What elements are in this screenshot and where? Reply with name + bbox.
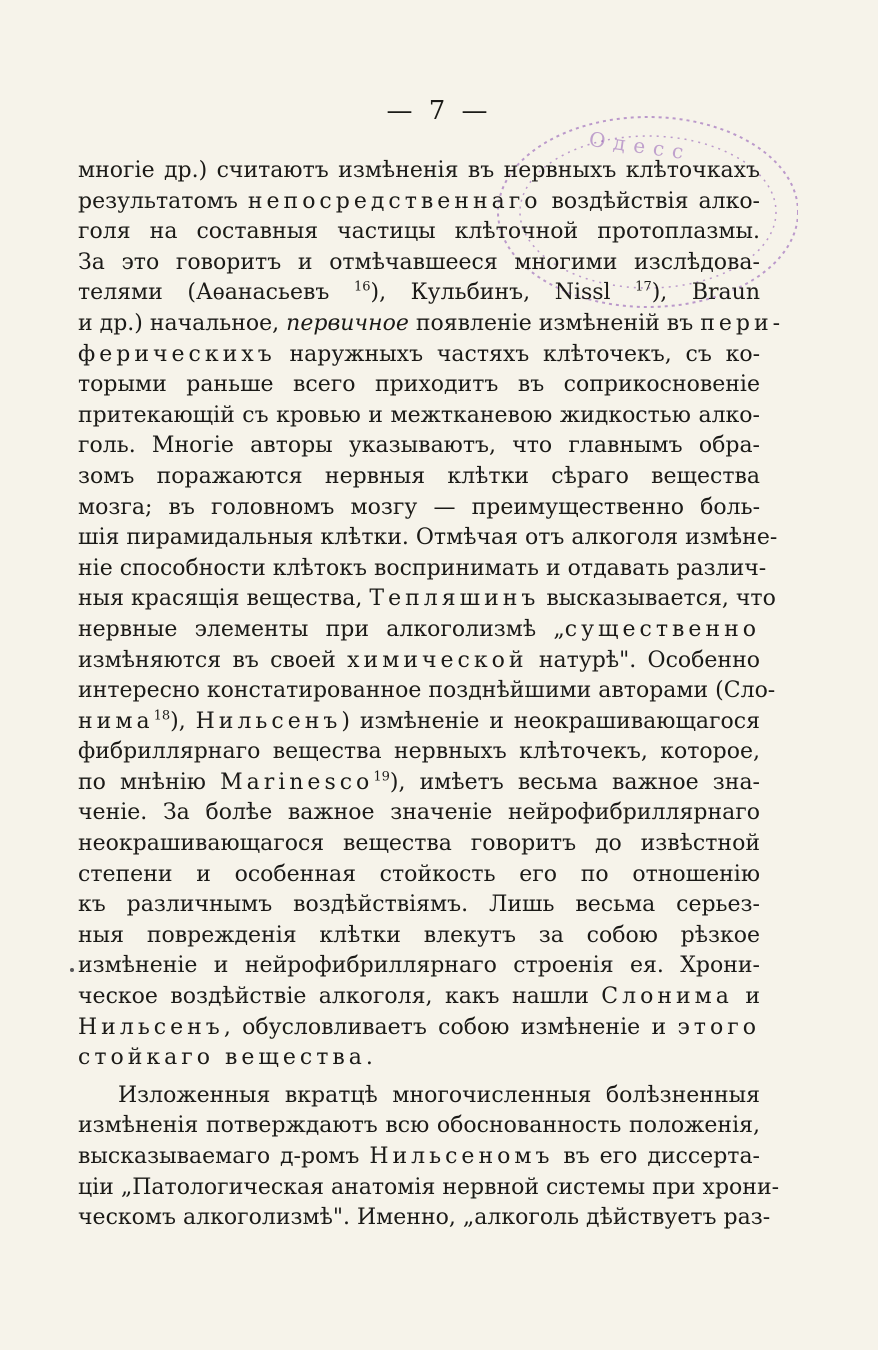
- text-line: ческое воздѣйствіе алкоголя, какъ нашли Слонима и: [78, 984, 760, 1010]
- text-line: телями (Аѳанасьевъ $^{16}$), Кульбинъ, Nissl $^{17}$), Braun: [78, 280, 760, 306]
- text-line: притекающій съ кровью и межтканевою жидкостью алко-: [78, 402, 760, 428]
- text-line: ферическихъ наружныхъ частяхъ клѣточекъ, съ ко-: [78, 341, 760, 367]
- text-line: ческомъ алкоголизмѣ". Именно, „алкоголь дѣйствуетъ раз-: [78, 1205, 771, 1231]
- svg-text:Одесс: Одесс: [587, 126, 693, 165]
- text-line: измѣняются въ своей химической натурѣ". Особенно: [78, 647, 760, 673]
- text-line: измѣненія потверждаютъ всю обоснованность положенія,: [78, 1113, 760, 1139]
- text-line: и др.) начальное, первичное появленіе измѣненій въ пери-: [78, 310, 785, 336]
- text-line: голь. Многіе авторы указываютъ, что главнымъ обра-: [78, 433, 760, 459]
- paragraph-2: [78, 1081, 780, 1234]
- text-line: За это говоритъ и отмѣчавшееся многими изслѣдова-: [78, 249, 760, 275]
- body-text: [78, 156, 785, 1234]
- text-line: къ различнымъ воздѣйствіямъ. Лишь весьма серьез-: [78, 892, 760, 918]
- text-line: Изложенныя вкратцѣ многочисленныя болѣзненныя: [118, 1082, 760, 1108]
- page-number: — 7 —: [386, 96, 492, 126]
- text-line: стойкаго вещества.: [78, 1045, 377, 1071]
- text-line: голя на составныя частицы клѣточной протоплазмы.: [78, 219, 760, 245]
- text-line: неокрашивающагося вещества говоритъ до извѣстной: [78, 831, 760, 857]
- text-line: зомъ поражаются нервныя клѣтки сѣраго вещества: [78, 463, 760, 489]
- text-line: ныя поврежденія клѣтки влекутъ за собою рѣзкое: [78, 922, 760, 948]
- text-line: фибриллярнаго вещества нервныхъ клѣточекъ, которое,: [78, 739, 760, 765]
- text-line: степени и особенная стойкость его по отношенію: [78, 861, 760, 887]
- text-line: мозга; въ головномъ мозгу — преимущественно боль-: [78, 494, 760, 520]
- text-line: результатомъ непосредственнаго воздѣйствія алко-: [78, 188, 760, 214]
- ink-speck: [70, 968, 74, 972]
- text-line: торыми раньше всего приходитъ въ соприкосновеніе: [78, 372, 760, 398]
- text-line: Нильсенъ, обусловливаетъ собою измѣненіе и этого: [78, 1014, 760, 1040]
- text-line: нервные элементы при алкоголизмѣ „существенно: [78, 616, 760, 642]
- text-line: нима$^{18}$), Нильсенъ) измѣненіе и неокрашивающагося: [78, 708, 760, 734]
- text-line: по мнѣнію Marinesco$^{19}$), имѣетъ весьма важное зна-: [78, 769, 760, 795]
- text-line: ніе способности клѣтокъ воспринимать и отдавать различ-: [78, 555, 767, 581]
- text-line: ныя красящія вещества, Тепляшинъ высказывается, что: [78, 586, 776, 612]
- text-line: высказываемаго д-ромъ Нильсеномъ въ его диссерта-: [78, 1144, 760, 1169]
- text-line: интересно констатированное позднѣйшими авторами (Сло-: [78, 678, 776, 704]
- text-line: шія пирамидальныя клѣтки. Отмѣчая отъ алкоголя измѣне-: [78, 525, 778, 551]
- text-line: многіе др.) считаютъ измѣненія въ нервныхъ клѣточкахъ: [78, 158, 760, 183]
- text-line: измѣненіе и нейрофибриллярнаго строенія ея. Хрони-: [78, 953, 760, 979]
- text-line: ціи „Патологическая анатомія нервной системы при хрони-: [78, 1174, 780, 1200]
- paragraph-1: [78, 156, 785, 1074]
- text-line: ченіе. За болѣе важное значеніе нейрофибриллярнаго: [78, 800, 760, 826]
